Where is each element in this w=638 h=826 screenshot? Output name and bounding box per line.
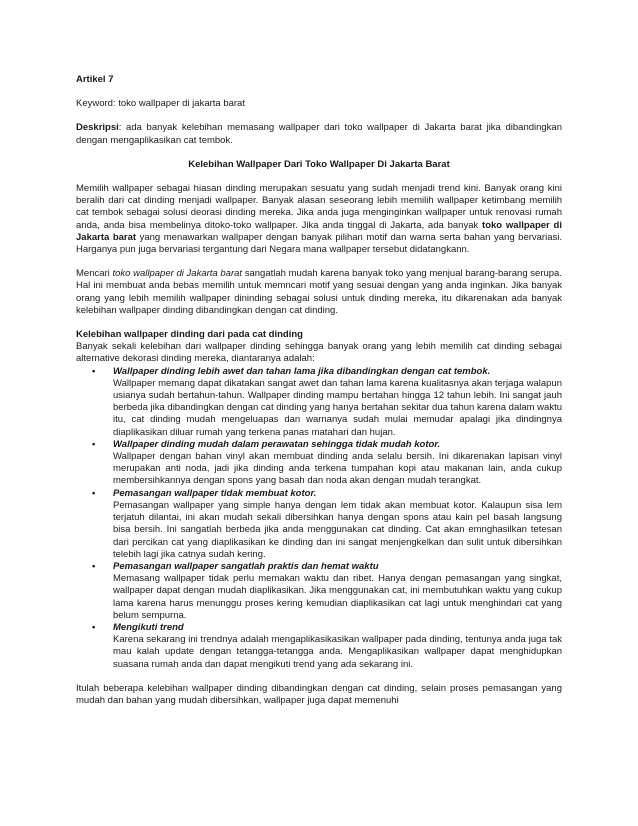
bullet-icon: • bbox=[92, 621, 96, 633]
list-item bbox=[76, 488, 562, 561]
benefit-title: Pemasangan wallpaper sangatlah praktis dan hemat waktu bbox=[113, 560, 379, 572]
list-item bbox=[76, 622, 562, 671]
benefit-description: Karena sekarang ini trendnya adalah mengaplikasikasikan wallpaper pada dinding, tentunya anda juga tak mau kalah update dengan tetangga-tetangga anda. Mengaplikasikan wallpaper dapat menghidupkan suasana rumah anda dan dapat mengikuti trend yang ada sekarang ini. bbox=[113, 634, 562, 670]
bullet-icon: • bbox=[92, 487, 96, 499]
benefit-description: Wallpaper memang dapat dikatakan sangat awet dan tahan lama karena kualitasnya akan terjaga walapun usianya sudah bertahun-tahun. Wallpaper dinding mampu bertahan hingga 12 tahun lebih. Ini sangat jauh berbeda jika dibandingkan dengan cat dinding yang hanya bertahan sekitar dua tahun karena dalam waktu itu, cat dinding mudah mengeluapas dan warnanya sudah mulai memudar apalagi jika dindingnya diaplikasikan diluar rumah yang terkena panas matahari dan hujan. bbox=[113, 377, 562, 438]
benefits-list bbox=[76, 366, 562, 671]
section-heading: Kelebihan wallpaper dinding dari pada cat dinding bbox=[76, 329, 303, 341]
benefit-title: Pemasangan wallpaper tidak membuat kotor. bbox=[113, 487, 317, 499]
benefit-description: Pemasangan wallpaper yang simple hanya dengan lem tidak akan membuat kotor. Kalaupun sisa lem terjatuh dilantai, ini akan mudah sekali dibersihkan hanya dengan spons atau kain pel basah langsung bisa bersih. Ini sangatlah berbeda jika anda menggunakan cat dinding. Cat akan emnghasilkan tetesan dari percikan cat yang diaplikasikan ke dinding dan ini sangat menjengkelkan dan sulit untuk dibersihkan telebih lagi jika catnya sudah kering. bbox=[113, 499, 562, 560]
section-intro: Banyak sekali kelebihan dari wallpaper dinding sehingga banyak orang yang lebih memilih cat dinding sebagai alternative dekorasi dinding mereka, diantaranya adalah: bbox=[76, 341, 562, 365]
bullet-icon: • bbox=[92, 560, 96, 572]
second-text-a: Mencari bbox=[76, 268, 113, 280]
intro-paragraph bbox=[76, 183, 562, 256]
intro-keyword-bold: toko wallpaper di Jakarta barat bbox=[76, 219, 562, 243]
benefit-title: Mengikuti trend bbox=[113, 621, 184, 633]
description-text: : ada banyak kelebihan memasang wallpaper dari toko wallpaper di Jakarta barat jika dibandingkan dengan mengaplikasikan cat tembok. bbox=[76, 122, 562, 146]
second-text-b: sangatlah mudah karena banyak toko yang menjual barang-barang serupa. Hal ini membuat anda bebas memilih untuk memncari motif yang sesuai dengan yang anda inginkan. Jika banyak orang yang lebih memilih wallpaper dininding sebagai solusi untuk dinding mereka, itu dikarenakan ada banyak kelebihan wallpaper dinding dibandingkan dengan cat dinding. bbox=[76, 268, 562, 316]
benefit-title: Wallpaper dinding lebih awet dan tahan lama jika dibandingkan dengan cat tembok. bbox=[113, 365, 491, 377]
second-keyword-italic: toko wallpaper di Jakarta barat bbox=[112, 268, 243, 280]
list-item bbox=[76, 439, 562, 488]
description-paragraph bbox=[76, 122, 562, 146]
benefit-description: Memasang wallpaper tidak perlu memakan waktu dan ribet. Hanya dengan pemasangan yang singkat, wallpaper dapat dengan mudah diaplikasikan. Jika menggunakan cat, ini membutuhkan waktu yang cukup lama karena harus menunggu proses kering kemudian diaplikasikan cat lagi untuk menghindari cat yang belum sempurna. bbox=[113, 573, 562, 621]
description-label: Deskripsi bbox=[76, 122, 119, 134]
closing-paragraph: Itulah beberapa kelebihan wallpaper dinding dibandingkan dengan cat dinding, selain proses pemasangan yang mudah dan bahan yang mudah dibersihkan, wallpaper juga dapat memenuhi bbox=[76, 682, 562, 706]
second-paragraph bbox=[76, 268, 562, 317]
list-item bbox=[76, 561, 562, 622]
benefit-title: Wallpaper dinding mudah dalam perawatan sehingga tidak mudah kotor. bbox=[113, 438, 441, 450]
bullet-icon: • bbox=[92, 365, 96, 377]
intro-text-a: Memilih wallpaper sebagai hiasan dinding merupakan sesuatu yang sudah menjadi trend kini. Banyak orang kini beralih dari cat dinding menjadi wallpaper. Banyak alasan seseorang lebih memilih wallpaper ketimbang memilih cat tembok sebagai solusi deorasi dinding mereka. Jika anda juga menginginkan wallpaper untuk renovasi rumah anda, anda bisa membelinya ditoko-toko wallpaper. Jika anda tinggal di Jakarta, ada banyak bbox=[76, 183, 562, 231]
keyword-line: Keyword: toko wallpaper di jakarta barat bbox=[76, 98, 245, 110]
benefit-description: Wallpaper dengan bahan vinyl akan membuat dinding anda selalu bersih. Ini dikarenakan lapisan vinyl merupakan anti noda, jadi jika dinding anda terkena tumpahan kopi atau makanan lain, anda cukup membersihkannya dengan spons yang basah dan noda akan dengan mudah terangkat. bbox=[113, 451, 562, 487]
intro-text-b: yang menawarkan wallpaper dengan banyak pilihan motif dan warna serta bahan yang bervariasi. Harganya pun juga bervariasi tergantung dari Negara mana wallpaper tersebut didatangkann. bbox=[76, 231, 562, 256]
article-number: Artikel 7 bbox=[76, 74, 114, 85]
article-title: Kelebihan Wallpaper Dari Toko Wallpaper Di Jakarta Barat bbox=[188, 158, 450, 170]
list-item bbox=[76, 366, 562, 439]
document-page bbox=[76, 74, 562, 707]
bullet-icon: • bbox=[92, 438, 96, 450]
